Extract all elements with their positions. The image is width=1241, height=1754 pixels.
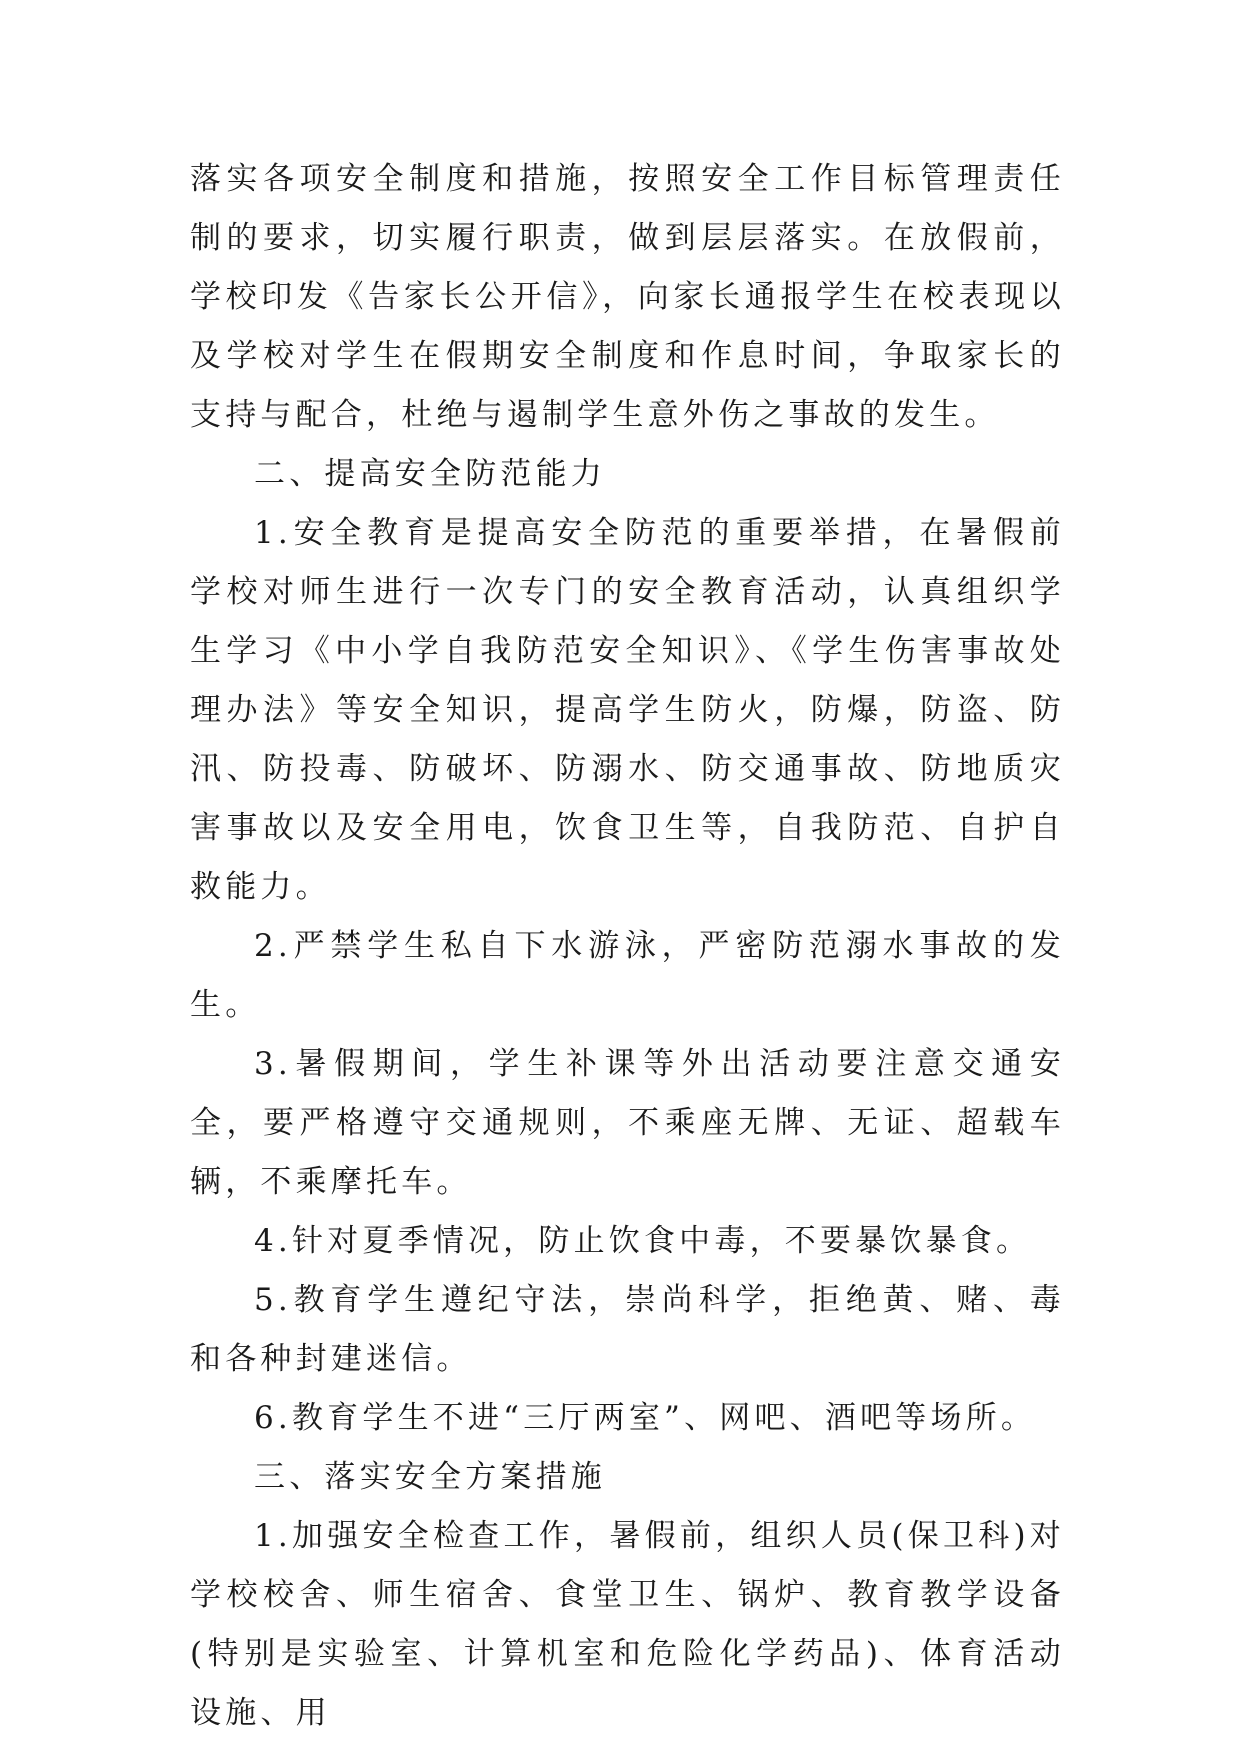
paragraph-safety-measures: 落实各项安全制度和措施，按照安全工作目标管理责任制的要求，切实履行职责，做到层层落实。在放假前，学校印发《告家长公开信》，向家长通报学生在校表现以及学校对学生在假期安全制度和作息时间，争取家长的支持与配合，杜绝与遏制学生意外伤之事故的发生。 (190, 161, 1065, 433)
section-heading-prevention: 二、提高安全防范能力 (254, 456, 606, 492)
paragraph-item-5-law: 5.教育学生遵纪守法，崇尚科学，拒绝黄、赌、毒和各种封建迷信。 (190, 1282, 1065, 1377)
paragraph-item-2-swimming: 2.严禁学生私自下水游泳，严密防范溺水事故的发生。 (190, 928, 1065, 1023)
paragraph-item-3-traffic: 3.暑假期间，学生补课等外出活动要注意交通安全，要严格遵守交通规则，不乘座无牌、无证、超载车辆，不乘摩托车。 (190, 1046, 1065, 1200)
paragraph-item-1-inspection: 1.加强安全检查工作，暑假前，组织人员(保卫科)对学校校舍、师生宿舍、食堂卫生、锅炉、教育教学设备(特别是实验室、计算机室和危险化学药品)、体育活动设施、用 (190, 1518, 1065, 1731)
paragraph-item-1-education: 1.安全教育是提高安全防范的重要举措，在暑假前学校对师生进行一次专门的安全教育活动，认真组织学生学习《中小学自我防范安全知识》、《学生伤害事故处理办法》等安全知识，提高学生防火，防爆，防盗、防汛、防投毒、防破坏、防溺水、防交通事故、防地质灾害事故以及安全用电，饮食卫生等，自我防范、自护自救能力。 (190, 515, 1065, 905)
section-heading-measures: 三、落实安全方案措施 (254, 1459, 606, 1495)
paragraph-item-4-food: 4.针对夏季情况，防止饮食中毒，不要暴饮暴食。 (254, 1223, 1032, 1259)
paragraph-item-6-venues: 6.教育学生不进“三厅两室”、网吧、酒吧等场所。 (254, 1400, 1037, 1436)
document-body (190, 150, 1065, 1743)
